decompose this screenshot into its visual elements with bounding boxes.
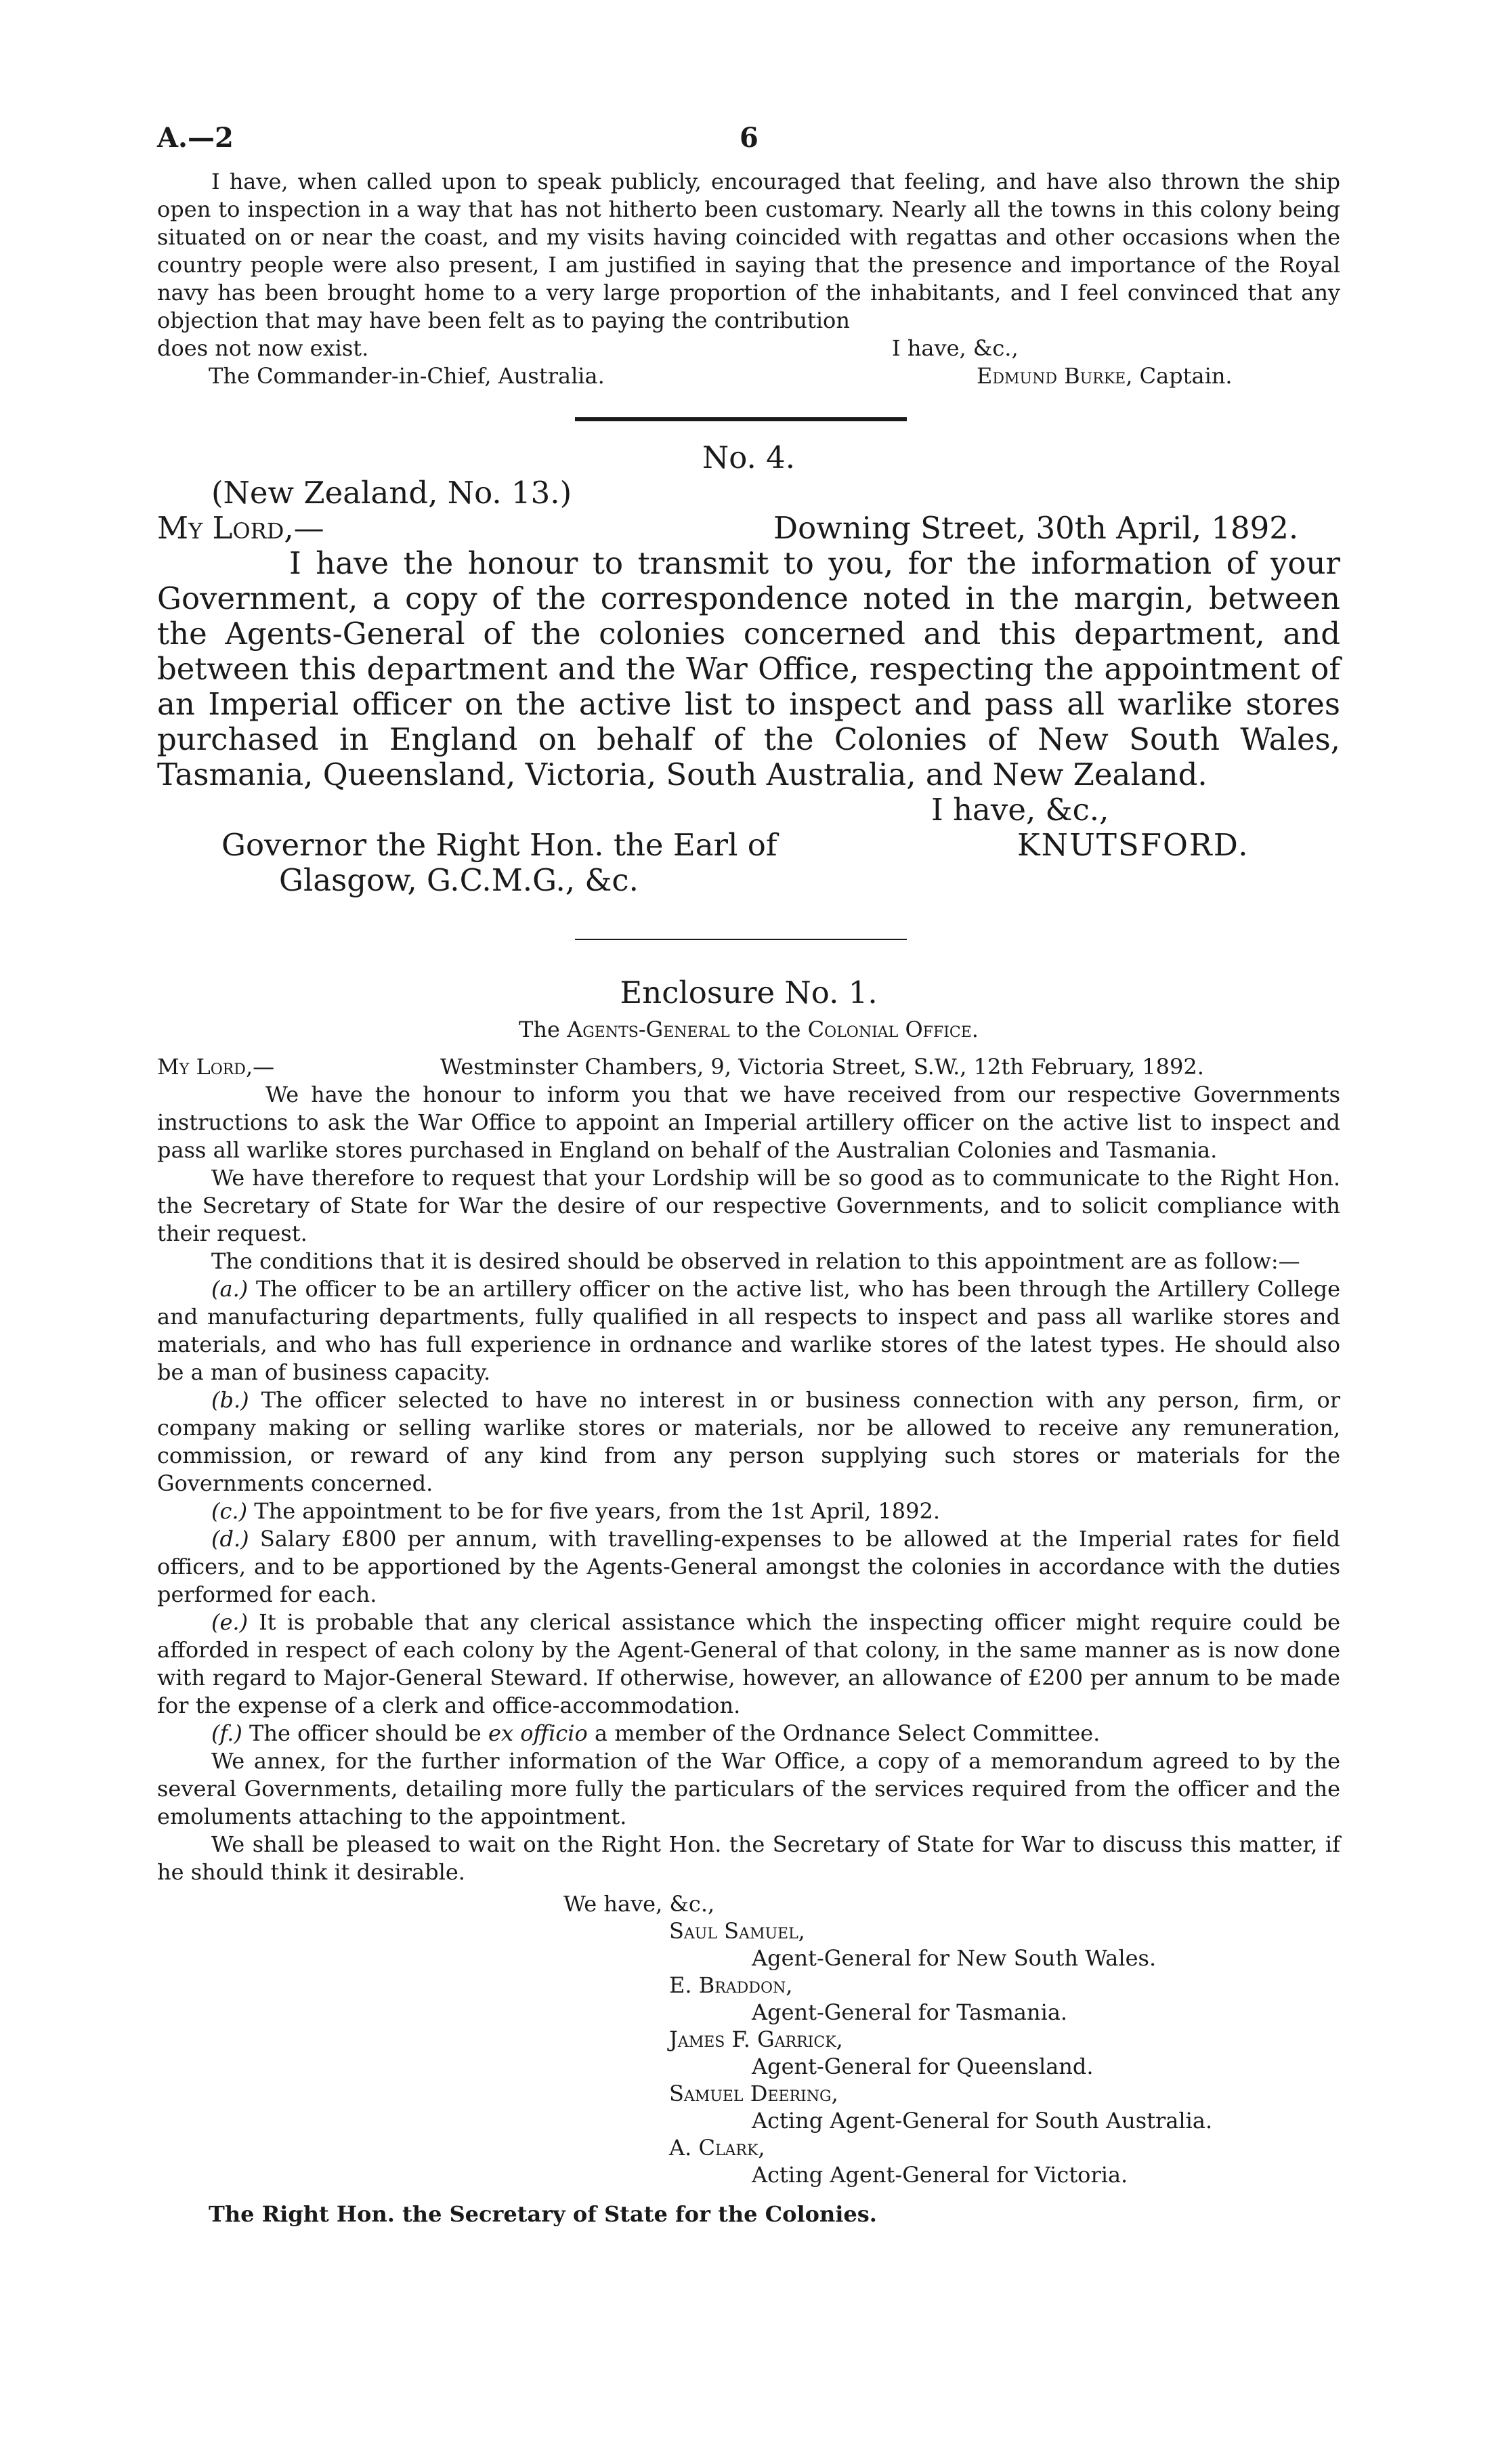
letter-3-continuation xyxy=(157,168,1340,390)
enclosure-paragraph-4: We annex, for the further information of the War Office, a copy of a memorandum agreed to by the several Governments, detailing more fully the particulars of the services required from the officer and the emoluments attaching to the appointment. xyxy=(157,1748,1340,1829)
enclosure-paragraph-1: We have the honour to inform you that we have received from our respective Governments instructions to ask the War Office to appoint an Imperial artillery officer on the active list to inspect and pass all warlike stores purchased in England on behalf of the Australian Colonies and Tasmania. xyxy=(157,1082,1340,1163)
letter-3-closing: I have, &c., xyxy=(892,335,1019,361)
enclosure-section xyxy=(157,975,1340,2228)
no-4-closing-row xyxy=(157,792,1340,828)
condition-e: (e.) It is probable that any clerical assistance which the inspecting officer might require could be afforded in respect of each colony by the Agent-General of that colony, in the same manner as is now done with regard to Major-General Steward. If otherwise, however, an allowance of £200 per annum to be made for the expense of a clerk and office-accommodation. xyxy=(157,1609,1340,1718)
enclosure-letter xyxy=(157,1053,1340,1886)
paper-reference: A.—2 xyxy=(157,122,234,154)
section-divider xyxy=(575,417,907,421)
no-4-salutation-row xyxy=(157,511,1340,546)
letter-3-signature: Edmund Burke, Captain. xyxy=(977,363,1233,389)
letter-3-addressee: The Commander-in-Chief, Australia. xyxy=(209,363,605,389)
signatory-name: James F. Garrick, xyxy=(669,2026,843,2052)
condition-b: (b.) The officer selected to have no interest in or business connection with any person, firm, or company making or selling warlike stores or materials, nor be allowed to receive any remuneration, commission, or reward of any kind from any person supplying such stores or materials for the Governments concerned. xyxy=(157,1387,1340,1496)
enclosure-closing: We have, &c., xyxy=(563,1891,715,1917)
signatory-name: E. Braddon, xyxy=(669,1972,793,1998)
no-4-title: No. 4. xyxy=(702,440,796,475)
page-number: 6 xyxy=(740,122,758,154)
signatory-list xyxy=(669,1917,1340,2188)
no-4-closing: I have, &c., xyxy=(931,792,1109,828)
enclosure-subtitle: The Agents-General to the Colonial Office. xyxy=(519,1017,979,1042)
no-4-addressee-line1: Governor the Right Hon. the Earl of xyxy=(221,827,777,863)
letter-3-closing-row xyxy=(157,335,1340,362)
enclosure-paragraph-5: We shall be pleased to wait on the Right Hon. the Secretary of State for War to discuss this matter, if he should think it desirable. xyxy=(157,1831,1340,1885)
letter-3-signature-row xyxy=(157,362,1340,390)
enclosure-title: Enclosure No. 1. xyxy=(620,975,878,1011)
condition-d: (d.) Salary £800 per annum, with travelling-expenses to be allowed at the Imperial rates for field officers, and to be apportioned by the Agents-General amongst the colonies in accordance with the duties performed for each. xyxy=(157,1526,1340,1607)
signatory-name: Saul Samuel, xyxy=(669,1918,805,1944)
signatory-office: Agent-General for New South Wales. xyxy=(752,1945,1157,1971)
no-4-body: I have the honour to transmit to you, for the information of your Government, a copy of the correspondence noted in the margin, between the Agents-General of the colonies concerned and this department, and between this department and the War Office, respecting the appointment of an Imperial officer on the active list to inspect and pass all warlike stores purchased in England on behalf of the Colonies of New South Wales, Tasmania, Queensland, Victoria, South Australia, and New Zealand. xyxy=(157,545,1340,792)
enclosure-paragraph-2: We have therefore to request that your Lordship will be so good as to communicate to the Right Hon. the Secretary of State for War the desire of our respective Governments, and to solicit compliance with their request. xyxy=(157,1165,1340,1246)
signatory-office: Acting Agent-General for Victoria. xyxy=(752,2162,1128,2188)
no-4-reference: (New Zealand, No. 13.) xyxy=(211,475,572,511)
enclosure-addressee: The Right Hon. the Secretary of State for the Colonies. xyxy=(209,2201,877,2227)
condition-c: (c.) The appointment to be for five years, from the 1st April, 1892. xyxy=(211,1498,941,1524)
no-4-salutation: My Lord,— xyxy=(157,510,324,546)
signatory-name: A. Clark, xyxy=(669,2135,765,2161)
section-divider-thin xyxy=(575,939,907,940)
condition-a: (a.) The officer to be an artillery officer on the active list, who has been through the Artillery College and manufacturing departments, fully qualified in all respects to inspect and pass all warlike stores and materials, and who has full experience in ordnance and warlike stores of the latest types. He should also be a man of business capacity. xyxy=(157,1276,1340,1385)
no-4-signature-row xyxy=(157,828,1340,863)
enclosure-salutation-row xyxy=(157,1053,1340,1081)
letter-3-paragraph: I have, when called upon to speak publicly, encouraged that feeling, and have also thrown the ship open to inspection in a way that has not hitherto been customary. Nearly all the towns in this colony being situated on or near the coast, and my visits having coincided with regattas and other occasions when the country people were also present, I am justified in saying that the presence and importance of the Royal navy has been brought home to a very large proportion of the inhabitants, and I feel convinced that any objection that may have been felt as to paying the contribution xyxy=(157,169,1340,333)
enclosure-salutation: My Lord,— xyxy=(157,1054,275,1080)
no-4-section xyxy=(157,440,1340,898)
signatory-office: Acting Agent-General for South Australia. xyxy=(752,2108,1213,2133)
no-4-place-date: Downing Street, 30th April, 1892. xyxy=(773,510,1299,546)
signatories-block xyxy=(563,1890,1340,2188)
signatory-name: Samuel Deering, xyxy=(669,2081,838,2106)
no-4-letter xyxy=(157,475,1340,898)
signatory-office: Agent-General for Tasmania. xyxy=(752,1999,1068,2025)
condition-f: (f.) The officer should be ex officio a member of the Ordnance Select Committee. xyxy=(211,1720,1100,1746)
no-4-signature: KNUTSFORD. xyxy=(1017,827,1249,863)
signatory-office: Agent-General for Queensland. xyxy=(752,2054,1094,2079)
page-header xyxy=(157,115,1340,163)
letter-3-last-line: does not now exist. xyxy=(157,335,369,361)
enclosure-place-date: Westminster Chambers, 9, Victoria Street, S.W., 12th February, 1892. xyxy=(440,1054,1204,1080)
no-4-addressee-line2: Glasgow, G.C.M.G., &c. xyxy=(279,862,639,898)
enclosure-paragraph-3: The conditions that it is desired should be observed in relation to this appointment are as follow:— xyxy=(211,1248,1300,1274)
